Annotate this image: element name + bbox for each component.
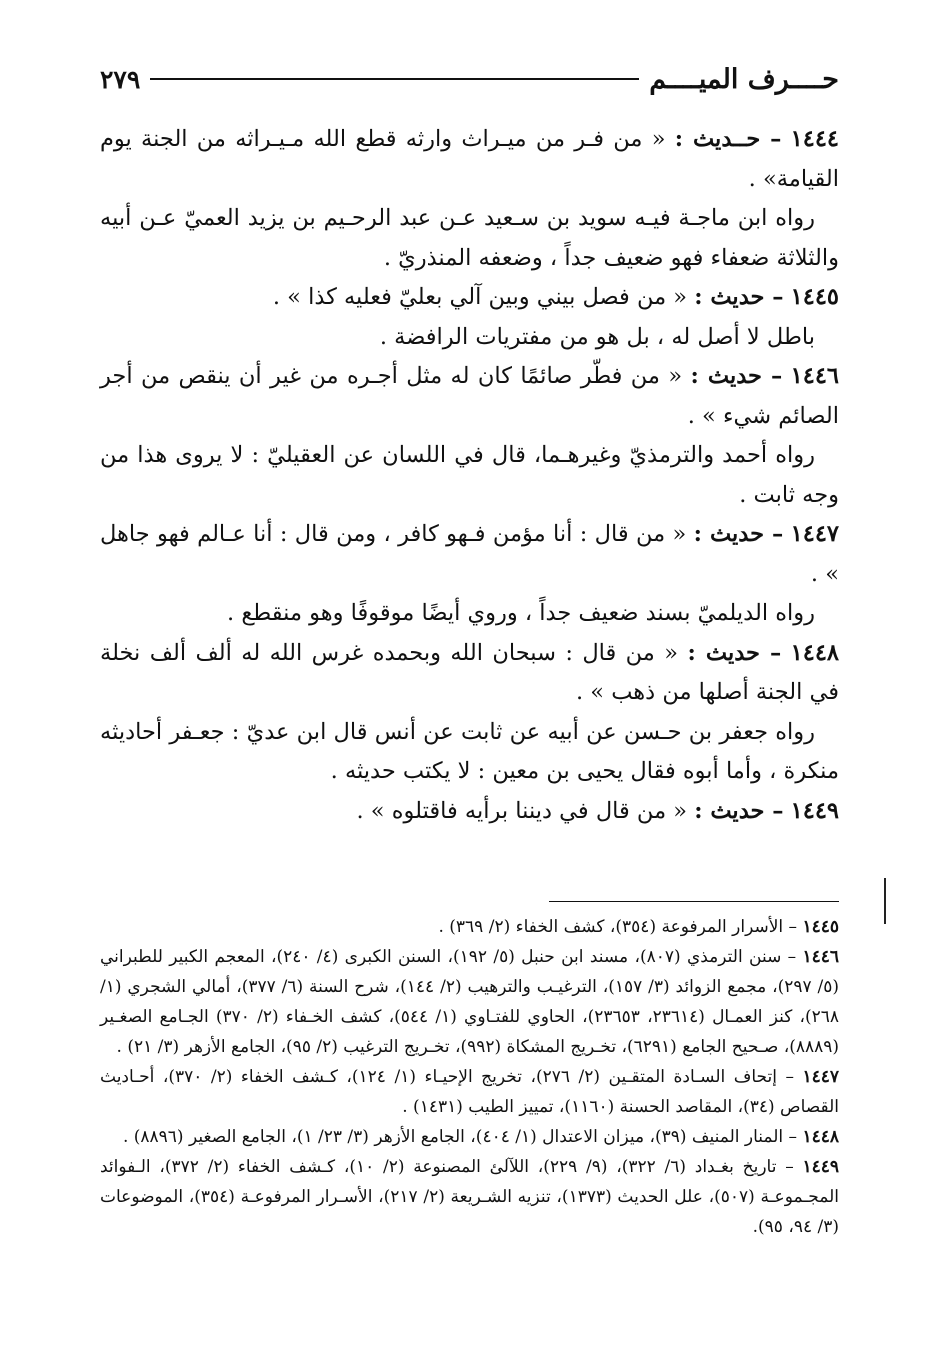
header-rule bbox=[150, 78, 639, 80]
footnote-text: – تاريخ بغـداد (٦/ ٣٢٢)، (٩/ ٢٢٩)، اللآلئ المصنوعة (٢/ ١٠)، كـشف الخفاء (٢/ ٣٧٢)، الـفوائد المجـموعـة (٥٠٧)، علل الحديث (١٣٧٣)، تنزيه الشـريعة (٢/ ٢١٧)، الأسـرار المرفوعـة (٣٥٤)، الموضوعات (٣/ ٩٤، ٩٥). bbox=[100, 1157, 839, 1237]
hadith-number: ١٤٤٥ bbox=[790, 284, 839, 310]
hadith-text: « من فصل بيني وبين آلي بعليّ فعليه كذا » . bbox=[272, 284, 688, 310]
footnote-number: ١٤٤٥ bbox=[802, 917, 839, 937]
footnotes bbox=[100, 912, 839, 1242]
footnote-number: ١٤٤٧ bbox=[802, 1067, 840, 1087]
hadith-text: « من قال : أنا مؤمن فـهو كافر ، ومن قال : أنا عـالم فهو جاهل » . bbox=[100, 521, 839, 587]
footnote-number: ١٤٤٩ bbox=[802, 1157, 839, 1177]
page-number: ٢٧٩ bbox=[100, 64, 141, 94]
footnote-text: – إتحاف السـادة المتقـين (٢/ ٢٧٦)، تخريج الإحيـاء (١/ ١٢٤)، كـشف الخفاء (٢/ ٣٧٠)، أحـاديث القصاص (٣٤)، المقاصد الحسنة (١١٦٠)، تمييز الطيب (١٤٣١) . bbox=[100, 1067, 839, 1117]
hadith-1445 bbox=[100, 278, 839, 318]
hadith-number: ١٤٤٨ bbox=[790, 639, 840, 666]
main-text bbox=[100, 120, 839, 831]
hadith-text: « من فـر من ميـراث وارثه قطع الله مـيـراثه من الجنة يوم القيامة» . bbox=[100, 126, 839, 192]
hadith-text: « من قال في ديننا برأيه فاقتلوه » . bbox=[356, 797, 688, 824]
footnote-number: ١٤٤٦ bbox=[802, 947, 839, 967]
hadith-number: ١٤٤٤ bbox=[790, 126, 839, 152]
running-title: حــــرف الميــــم bbox=[649, 63, 839, 95]
hadith-1447 bbox=[100, 515, 839, 594]
footnote-number: ١٤٤٨ bbox=[802, 1127, 839, 1147]
hadith-label: – حديث : bbox=[694, 797, 784, 824]
footnote-text: – الأسرار المرفوعة (٣٥٤)، كشف الخفاء (٢/ ٣٦٩) . bbox=[438, 917, 798, 937]
hadith-label: – حديث : bbox=[693, 521, 784, 547]
footnote-1447 bbox=[100, 1062, 839, 1122]
footnote-1449 bbox=[100, 1152, 839, 1242]
hadith-1444 bbox=[100, 120, 839, 199]
hadith-number: ١٤٤٦ bbox=[790, 363, 840, 389]
page-header bbox=[100, 62, 839, 96]
commentary-1448: رواه جعفر بن حـسن عن أبيه عن ثابت عن أنس قال ابن عديّ : جعـفر أحاديثه منكرة ، وأما أبوه فقال يحيى بن معين : لا يكتب حديثه . bbox=[100, 718, 839, 784]
footnote-separator bbox=[549, 901, 839, 902]
hadith-text: « من قال : سبحان الله وبحمده غرس الله له ألف ألف نخلة في الجنة أصلها من ذهب » . bbox=[100, 639, 839, 705]
hadith-number: ١٤٤٧ bbox=[790, 521, 839, 547]
commentary-1447: رواه الديلميّ بسند ضعيف جداً ، وروي أيضًا موقوفًا وهو منقطع . bbox=[227, 600, 815, 626]
hadith-label: – حديث : bbox=[690, 363, 783, 389]
footnote-1445 bbox=[100, 912, 839, 942]
footnote-1448 bbox=[100, 1122, 839, 1152]
hadith-1446 bbox=[100, 357, 839, 436]
hadith-label: – حــديث : bbox=[674, 126, 782, 152]
margin-mark bbox=[884, 878, 886, 924]
footnote-text: – المنار المنيف (٣٩)، ميزان الاعتدال (١/ ٤٠٤)، الجامع الأزهر (٣/ ٢٣/ ١)، الجامع الصغير (٨٨٩٦) . bbox=[122, 1127, 798, 1147]
footnote-text: – سنن الترمذي (٨٠٧)، مسند ابن حنبل (٥/ ١٩٢)، السنن الكبرى (٤/ ٢٤٠)، المعجم الكبير للطبراني (٥/ ٢٩٧)، مجمع الزوائد (٣/ ١٥٧)، الترغيـب والترهيب (٢/ ١٤٤)، شرح السنة (٦/ ٣٧٧)، أمالي الشجري (١/ ٢٦٨)، كنز العمـال (٢٣٦١٤، ٢٣٦٥٣)، الحاوي للفتـاوي (١/ ٥٤٤)، كشف الخـفاء (٢/ ٣٧٠) الجـامع الصغـير (٨٨٨٩)، صـحيح الجامع (٦٢٩١)، تخـريج المشكاة (٩٩٢)، تخـريج الترغيب (٢/ ٩٥)، الجامع الأزهر (٣/ ٢١) . bbox=[100, 947, 840, 1057]
hadith-text: « من فطّر صائمًا كان له مثل أجـره من غير أن ينقص من أجر الصائم شيء » . bbox=[100, 363, 839, 429]
commentary-1444: رواه ابن ماجـة فيـه سويد بن سـعيد عـن عبد الرحـيم بن يزيد العميّ عـن أبيه والثلاثة ضعفاء فهو ضعيف جداً ، وضعفه المنذريّ . bbox=[100, 205, 839, 271]
hadith-number: ١٤٤٩ bbox=[790, 797, 839, 824]
hadith-label: – حديث : bbox=[694, 284, 784, 310]
commentary-1445: باطل لا أصل له ، بل هو من مفتريات الرافضة . bbox=[379, 323, 815, 350]
hadith-1448 bbox=[100, 634, 839, 713]
commentary-1446: رواه أحمد والترمذيّ وغيرهـما، قال في اللسان عن العقيليّ : لا يروى هذا من وجه ثابت . bbox=[100, 442, 839, 508]
hadith-label: – حديث : bbox=[687, 639, 782, 666]
hadith-1449 bbox=[100, 792, 839, 832]
footnote-1446 bbox=[100, 942, 839, 1062]
